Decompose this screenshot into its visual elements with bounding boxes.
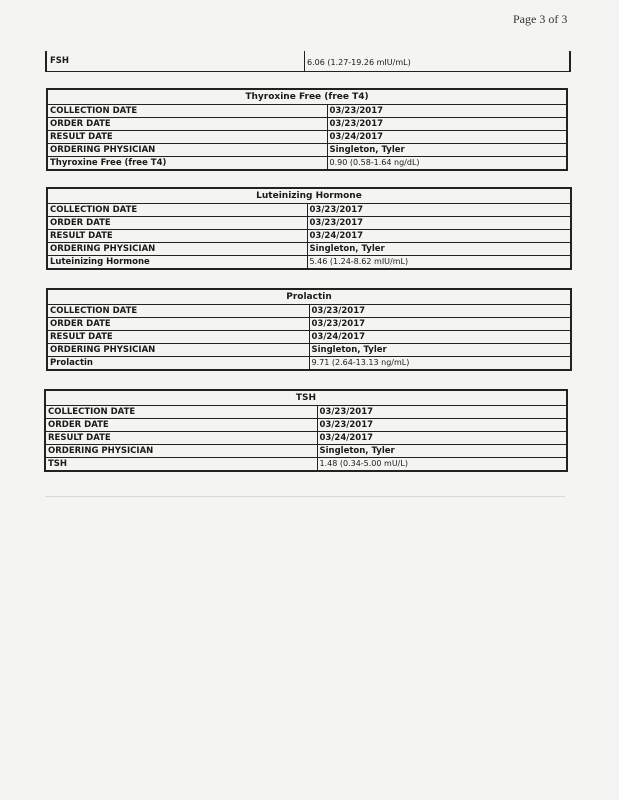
row-label: Luteinizing Hormone: [47, 256, 307, 270]
table-row: [47, 344, 571, 357]
row-value: 03/23/2017: [327, 105, 567, 118]
divider: [45, 496, 565, 497]
row-result: 5.46 (1.24-8.62 mIU/mL): [307, 256, 571, 270]
row-label: TSH: [45, 458, 317, 472]
table-row: [47, 204, 571, 217]
row-value: 03/23/2017: [309, 305, 571, 318]
row-value: 03/23/2017: [309, 318, 571, 331]
row-label: ORDER DATE: [47, 318, 309, 331]
table-row: [47, 305, 571, 318]
table-row: [47, 131, 567, 144]
row-value: 03/23/2017: [317, 406, 567, 419]
row-result: 0.90 (0.58-1.64 ng/dL): [327, 157, 567, 171]
row-label: Thyroxine Free (free T4): [47, 157, 327, 171]
row-label: ORDER DATE: [47, 118, 327, 131]
table-row: [47, 243, 571, 256]
row-value: 03/24/2017: [317, 432, 567, 445]
row-value: 03/23/2017: [317, 419, 567, 432]
table-row: [47, 318, 571, 331]
table-title: Thyroxine Free (free T4): [47, 89, 567, 105]
fsh-result-row: [45, 51, 571, 72]
row-result: 1.48 (0.34-5.00 mU/L): [317, 458, 567, 472]
lab-table-tsh: [44, 389, 568, 472]
row-value: Singleton, Tyler: [317, 445, 567, 458]
table-row: [47, 256, 571, 270]
table-row: [47, 331, 571, 344]
table-row: [45, 432, 567, 445]
lab-table-prolactin: [46, 288, 572, 371]
row-value: 03/23/2017: [327, 118, 567, 131]
row-label: COLLECTION DATE: [47, 204, 307, 217]
table-row: [47, 144, 567, 157]
row-value: 03/24/2017: [307, 230, 571, 243]
page-number: Page 3 of 3: [513, 12, 568, 26]
row-value: 03/24/2017: [309, 331, 571, 344]
table-title: TSH: [45, 390, 567, 406]
fsh-label: FSH: [50, 56, 70, 66]
row-label: ORDER DATE: [45, 419, 317, 432]
table-title: Prolactin: [47, 289, 571, 305]
fsh-value: 6.06 (1.27-19.26 mIU/mL): [304, 51, 566, 71]
row-value: 03/23/2017: [307, 204, 571, 217]
table-row: [47, 105, 567, 118]
row-value: Singleton, Tyler: [309, 344, 571, 357]
table-row: [47, 157, 567, 171]
row-label: RESULT DATE: [47, 131, 327, 144]
row-label: ORDER DATE: [47, 217, 307, 230]
row-value: Singleton, Tyler: [307, 243, 571, 256]
row-label: RESULT DATE: [47, 331, 309, 344]
table-row: [45, 419, 567, 432]
lab-table-free-t4: [46, 88, 568, 171]
row-label: RESULT DATE: [45, 432, 317, 445]
table-row: [47, 217, 571, 230]
table-row: [45, 458, 567, 472]
row-label: COLLECTION DATE: [47, 305, 309, 318]
table-row: [45, 445, 567, 458]
row-label: ORDERING PHYSICIAN: [47, 144, 327, 157]
lab-table-luteinizing-hormone: [46, 187, 572, 270]
row-value: Singleton, Tyler: [327, 144, 567, 157]
table-row: [47, 118, 567, 131]
row-value: 03/24/2017: [327, 131, 567, 144]
row-value: 03/23/2017: [307, 217, 571, 230]
row-label: RESULT DATE: [47, 230, 307, 243]
table-row: [47, 230, 571, 243]
row-label: ORDERING PHYSICIAN: [47, 243, 307, 256]
row-label: COLLECTION DATE: [45, 406, 317, 419]
table-row: [47, 357, 571, 371]
row-label: Prolactin: [47, 357, 309, 371]
row-label: COLLECTION DATE: [47, 105, 327, 118]
row-label: ORDERING PHYSICIAN: [45, 445, 317, 458]
row-result: 9.71 (2.64-13.13 ng/mL): [309, 357, 571, 371]
table-title: Luteinizing Hormone: [47, 188, 571, 204]
table-row: [45, 406, 567, 419]
row-label: ORDERING PHYSICIAN: [47, 344, 309, 357]
